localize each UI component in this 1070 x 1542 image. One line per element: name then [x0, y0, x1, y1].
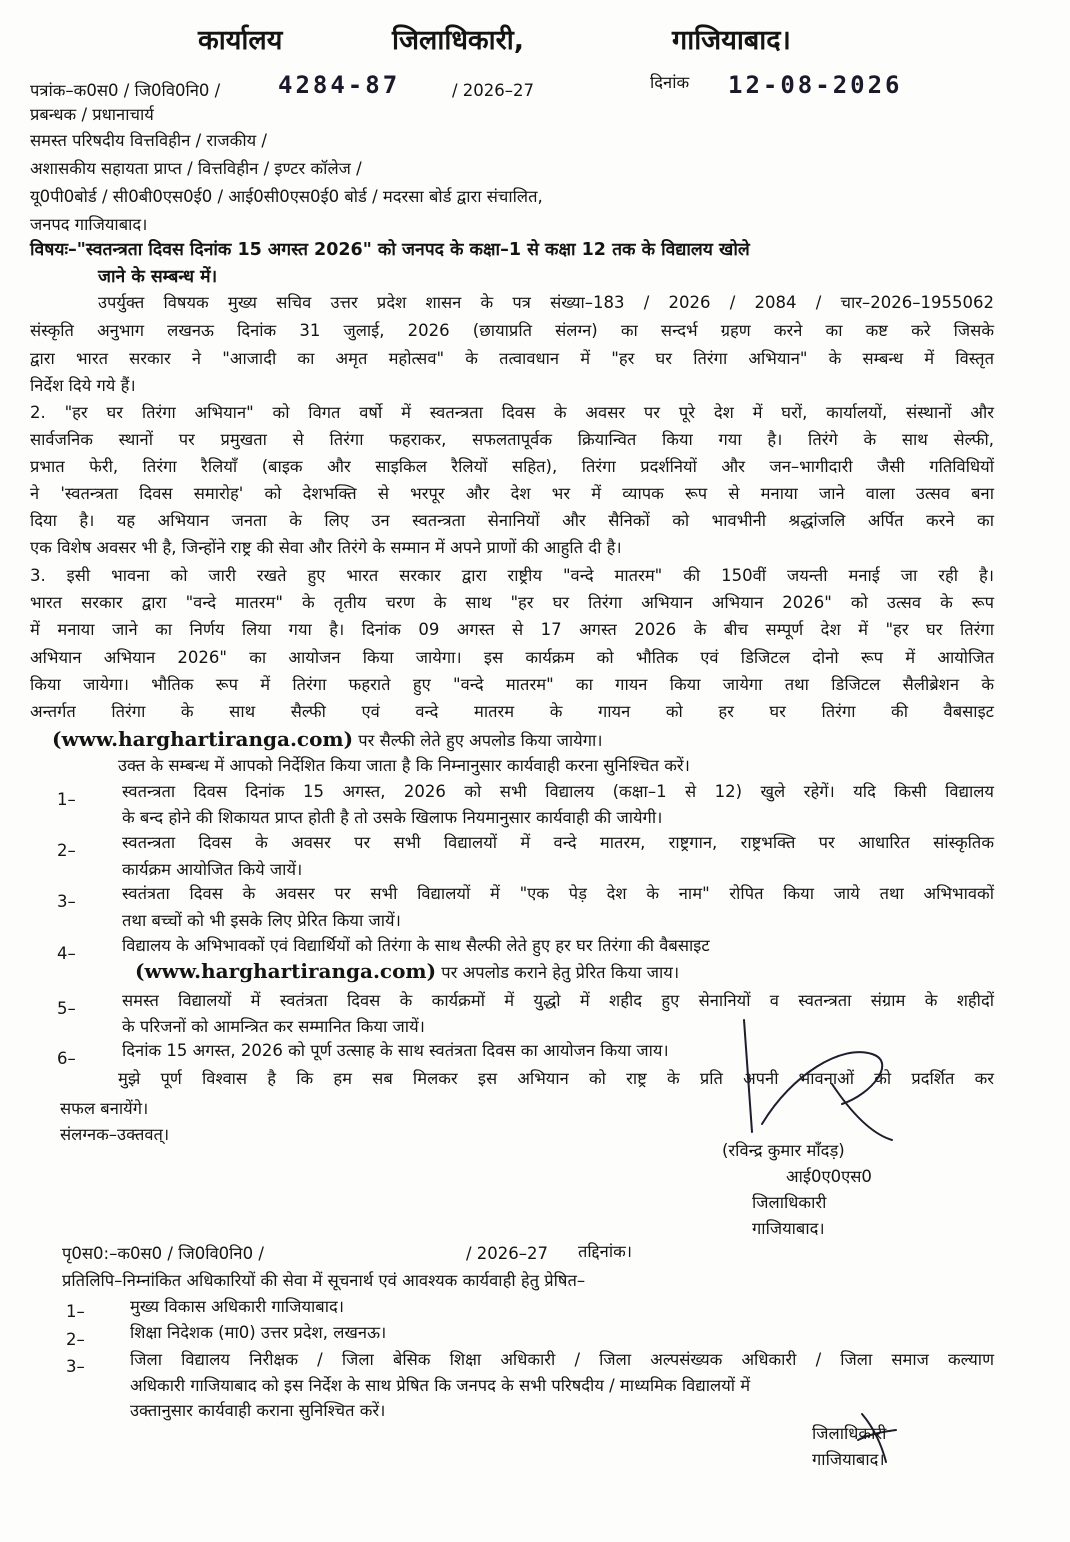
- para2-line: ने 'स्वतन्त्रता दिवस समारोह' को देशभक्ति से भरपूर और देश भर में व्यापक रूप से मनाया जाने वाला उत्सव बना: [30, 484, 994, 503]
- para2-line: प्रभात फेरी, तिरंगा रैलियाँ (बाइक और साइकिल रैलियों सहित), तिरंगा प्रदर्शनियों और जन–भागीदारी जैसी गतिविधियों: [30, 457, 994, 476]
- header-city: गाजियाबाद।: [672, 25, 791, 56]
- para2-line: दिया है। यह अभियान जनता के लिए उन स्वतन्त्रता सेनानियों और सैनिकों को भावभीनी श्रद्धांजलि अर्पित करने का: [30, 511, 994, 530]
- addressee-line: जनपद गाजियाबाद।: [30, 215, 148, 234]
- para3-line: 3. इसी भावना को जारी रखते हुए भारत सरकार द्वारा राष्ट्रीय "वन्दे मातरम" की 150वीं जयन्ती मनाई जा रही है।: [30, 566, 994, 585]
- point-line: के बन्द होने की शिकायत प्राप्त होती है तो उसके खिलाफ नियमानुसार कार्यवाही की जायेगी।: [122, 808, 663, 827]
- point-line: तथा बच्चों को भी इसके लिए प्रेरित किया जायें।: [122, 911, 401, 930]
- subject-line-2: जाने के सम्बन्ध में।: [98, 267, 218, 287]
- point-line: समस्त विद्यालयों में स्वतंत्रता दिवस के कार्यक्रमों में युद्धो में शहीद हुए सेनानियों व स्वतन्त्रता संग्राम के शहीदों: [122, 991, 994, 1010]
- header-office: कार्यालय: [198, 25, 283, 56]
- copy-line: अधिकारी गाजियाबाद को इस निर्देश के साथ प्रेषित कि जनपद के सभी परिषदीय / माध्यमिक विद्यालयों में: [130, 1376, 751, 1395]
- para3-line: में मनाया जाने का निर्णय लिया गया है। दिनांक 09 अगस्त से 17 अगस्त 2026 के बीच सम्पूर्ण देश में "हर घर तिरंगा: [30, 620, 994, 639]
- copy-number: 3–: [66, 1357, 85, 1376]
- ref-handwritten-number: 4284-87: [278, 71, 401, 99]
- point-number: 3–: [57, 892, 76, 911]
- website-line: [52, 728, 603, 752]
- closing-line: मुझे पूर्ण विश्वास है कि हम सब मिलकर इस अभियान को राष्ट्र के प्रति अपनी भावनाओं को प्रदर्शित कर: [118, 1069, 994, 1088]
- point-line: स्वतंत्रता दिवस के अवसर पर सभी विद्यालयों में "एक पेड़ देश के नाम" रोपित किया जाये तथा अभिभावकों: [122, 884, 994, 903]
- website-url: (www.harghartiranga.com): [135, 959, 437, 983]
- enclosure: संलग्नक–उक्तवत्।: [60, 1125, 170, 1144]
- point-number: 5–: [57, 999, 76, 1018]
- closing-line: सफल बनायेंगे।: [60, 1099, 149, 1118]
- copy-number: 2–: [66, 1330, 85, 1349]
- copy-ref-date: तद्दिनांक।: [578, 1242, 633, 1261]
- para1-line: निर्देश दिये गये हैं।: [30, 376, 136, 395]
- signatory-service: आई0ए0एस0: [786, 1167, 872, 1186]
- ref-date-label: दिनांक: [650, 73, 690, 92]
- copy-line: मुख्य विकास अधिकारी गाजियाबाद।: [130, 1297, 344, 1316]
- point-line: विद्यालय के अभिभावकों एवं विद्यार्थियों को तिरंगा के साथ सैल्फी लेते हुए हर घर तिरंगा की वैबसाइट: [122, 936, 710, 955]
- website-url: (www.harghartiranga.com): [52, 727, 354, 751]
- para3-line: अभियान अभियान 2026" का आयोजन किया जायेगा। इस कार्यक्रम को भौतिक एवं डिजिटल दोनो रूप में आयोजित: [30, 648, 994, 667]
- copy-signatory-designation: जिलाधिकारी: [812, 1424, 887, 1443]
- copy-intro: प्रतिलिपि–निम्नांकित अधिकारियों की सेवा में सूचनार्थ एवं आवश्यक कार्यवाही हेतु प्रेषित–: [62, 1271, 586, 1290]
- point-website-text: पर अपलोड कराने हेतु प्रेरित किया जाय।: [436, 963, 680, 982]
- website-line-text: पर सैल्फी लेते हुए अपलोड किया जायेगा।: [353, 731, 603, 750]
- addressee-line: प्रबन्धक / प्रधानाचार्य: [30, 105, 154, 124]
- point-website-line: [135, 960, 679, 984]
- copy-number: 1–: [66, 1302, 85, 1321]
- copy-ref-prefix: पृ0स0:–क0स0 / जि0वि0नि0 /: [62, 1244, 264, 1263]
- signatory-name: (रविन्द्र कुमार माँदड़): [722, 1141, 845, 1160]
- addressee-line: समस्त परिषदीय वित्तविहीन / राजकीय /: [30, 131, 267, 150]
- signatory-designation: जिलाधिकारी: [752, 1193, 827, 1212]
- header-designation: जिलाधिकारी,: [392, 25, 524, 56]
- para1-line: द्वारा भारत सरकार ने "आजादी का अमृत महोत्सव" के तत्वावधान में "हर घर तिरंगा अभियान" के सम्बन्ध में विस्तृत: [30, 349, 994, 368]
- para1-line: संस्कृति अनुभाग लखनऊ दिनांक 31 जुलाई, 2026 (छायाप्रति संलग्न) का सन्दर्भ ग्रहण करने का कष्ट करे जिसके: [30, 321, 994, 340]
- subject-line-1: विषयः–"स्वतन्त्रता दिवस दिनांक 15 अगस्त 2026" को जनपद के कक्षा–1 से कक्षा 12 तक के विद्यालय खोले: [30, 240, 750, 260]
- para3-line: किया जायेगा। भौतिक रूप में तिरंगा फहराते हुए "वन्दे मातरम" का गायन किया जायेगा तथा डिजिटल सैलीब्रेशन के: [30, 675, 994, 694]
- para2-line: 2. "हर घर तिरंगा अभियान" को विगत वर्षो में स्वतन्त्रता दिवस के अवसर पर पूरे देश में घरों, कार्यालयों, संस्थानों और: [30, 403, 994, 422]
- copy-ref-year: / 2026–27: [466, 1244, 549, 1263]
- point-line: कार्यक्रम आयोजित किये जायें।: [122, 860, 303, 879]
- signatory-city: गाजियाबाद।: [752, 1219, 825, 1238]
- point-number: 1–: [57, 790, 76, 809]
- point-line: स्वतन्त्रता दिवस दिनांक 15 अगस्त, 2026 को सभी विद्यालय (कक्षा–1 से 12) खुले रहेगें। यदि किसी विद्यालय: [122, 782, 994, 801]
- copy-line: उक्तानुसार कार्यवाही कराना सुनिश्चित करें।: [130, 1401, 386, 1420]
- ref-handwritten-date: 12-08-2026: [728, 71, 903, 99]
- para3-line: अन्तर्गत तिरंगा के साथ सैल्फी एवं वन्दे मातरम के गायन को हर घर तिरंगा की वैबसाइट: [30, 702, 994, 721]
- para2-line: एक विशेष अवसर भी है, जिन्होंने राष्ट्र की सेवा और तिरंगे के सम्मान में अपने प्राणों की आहुति दी है।: [30, 538, 622, 557]
- instruction-intro: उक्त के सम्बन्ध में आपको निर्देशित किया जाता है कि निम्नानुसार कार्यवाही करना सुनिश्चित करें।: [118, 756, 690, 775]
- addressee-line: यू0पी0बोर्ड / सी0बी0एस0ई0 / आई0सी0एस0ई0 बोर्ड / मदरसा बोर्ड द्वारा संचालित,: [30, 187, 543, 206]
- point-line: स्वतन्त्रता दिवस के अवसर पर सभी विद्यालयों में वन्दे मातरम, राष्ट्रगान, राष्ट्रभक्ति पर आधारित सांस्कृतिक: [122, 833, 994, 852]
- ref-year: / 2026–27: [452, 81, 535, 100]
- addressee-line: अशासकीय सहायता प्राप्त / वित्तविहीन / इण्टर कॉलेज /: [30, 159, 362, 178]
- point-number: 6–: [57, 1049, 76, 1068]
- para3-line: भारत सरकार द्वारा "वन्दे मातरम" के तृतीय चरण के साथ "हर घर तिरंगा अभियान अभियान 2026" को उत्सव के रूप: [30, 593, 994, 612]
- copy-line: शिक्षा निदेशक (मा0) उत्तर प्रदेश, लखनऊ।: [130, 1323, 387, 1342]
- point-line: के परिजनों को आमन्त्रित कर सम्मानित किया जायें।: [122, 1017, 425, 1036]
- para1-line: उपर्युक्त विषयक मुख्य सचिव उत्तर प्रदेश शासन के पत्र संख्या–183 / 2026 / 2084 / चार–2026–1955062: [98, 293, 994, 312]
- copy-signatory-city: गाजियाबाद।: [812, 1450, 885, 1469]
- copy-line: जिला विद्यालय निरीक्षक / जिला बेसिक शिक्षा अधिकारी / जिला अल्पसंख्यक अधिकारी / जिला समाज कल्याण: [130, 1350, 994, 1369]
- point-number: 4–: [57, 944, 76, 963]
- point-number: 2–: [57, 841, 76, 860]
- ref-prefix: पत्रांक–क0स0 / जि0वि0नि0 /: [30, 81, 221, 100]
- para2-line: सार्वजनिक स्थानों पर प्रमुखता से तिरंगा फहराकर, सफलतापूर्वक क्रियान्वित किया गया है। तिरंगे के साथ सेल्फी,: [30, 430, 994, 449]
- point-line: दिनांक 15 अगस्त, 2026 को पूर्ण उत्साह के साथ स्वतंत्रता दिवस का आयोजन किया जाय।: [122, 1041, 669, 1060]
